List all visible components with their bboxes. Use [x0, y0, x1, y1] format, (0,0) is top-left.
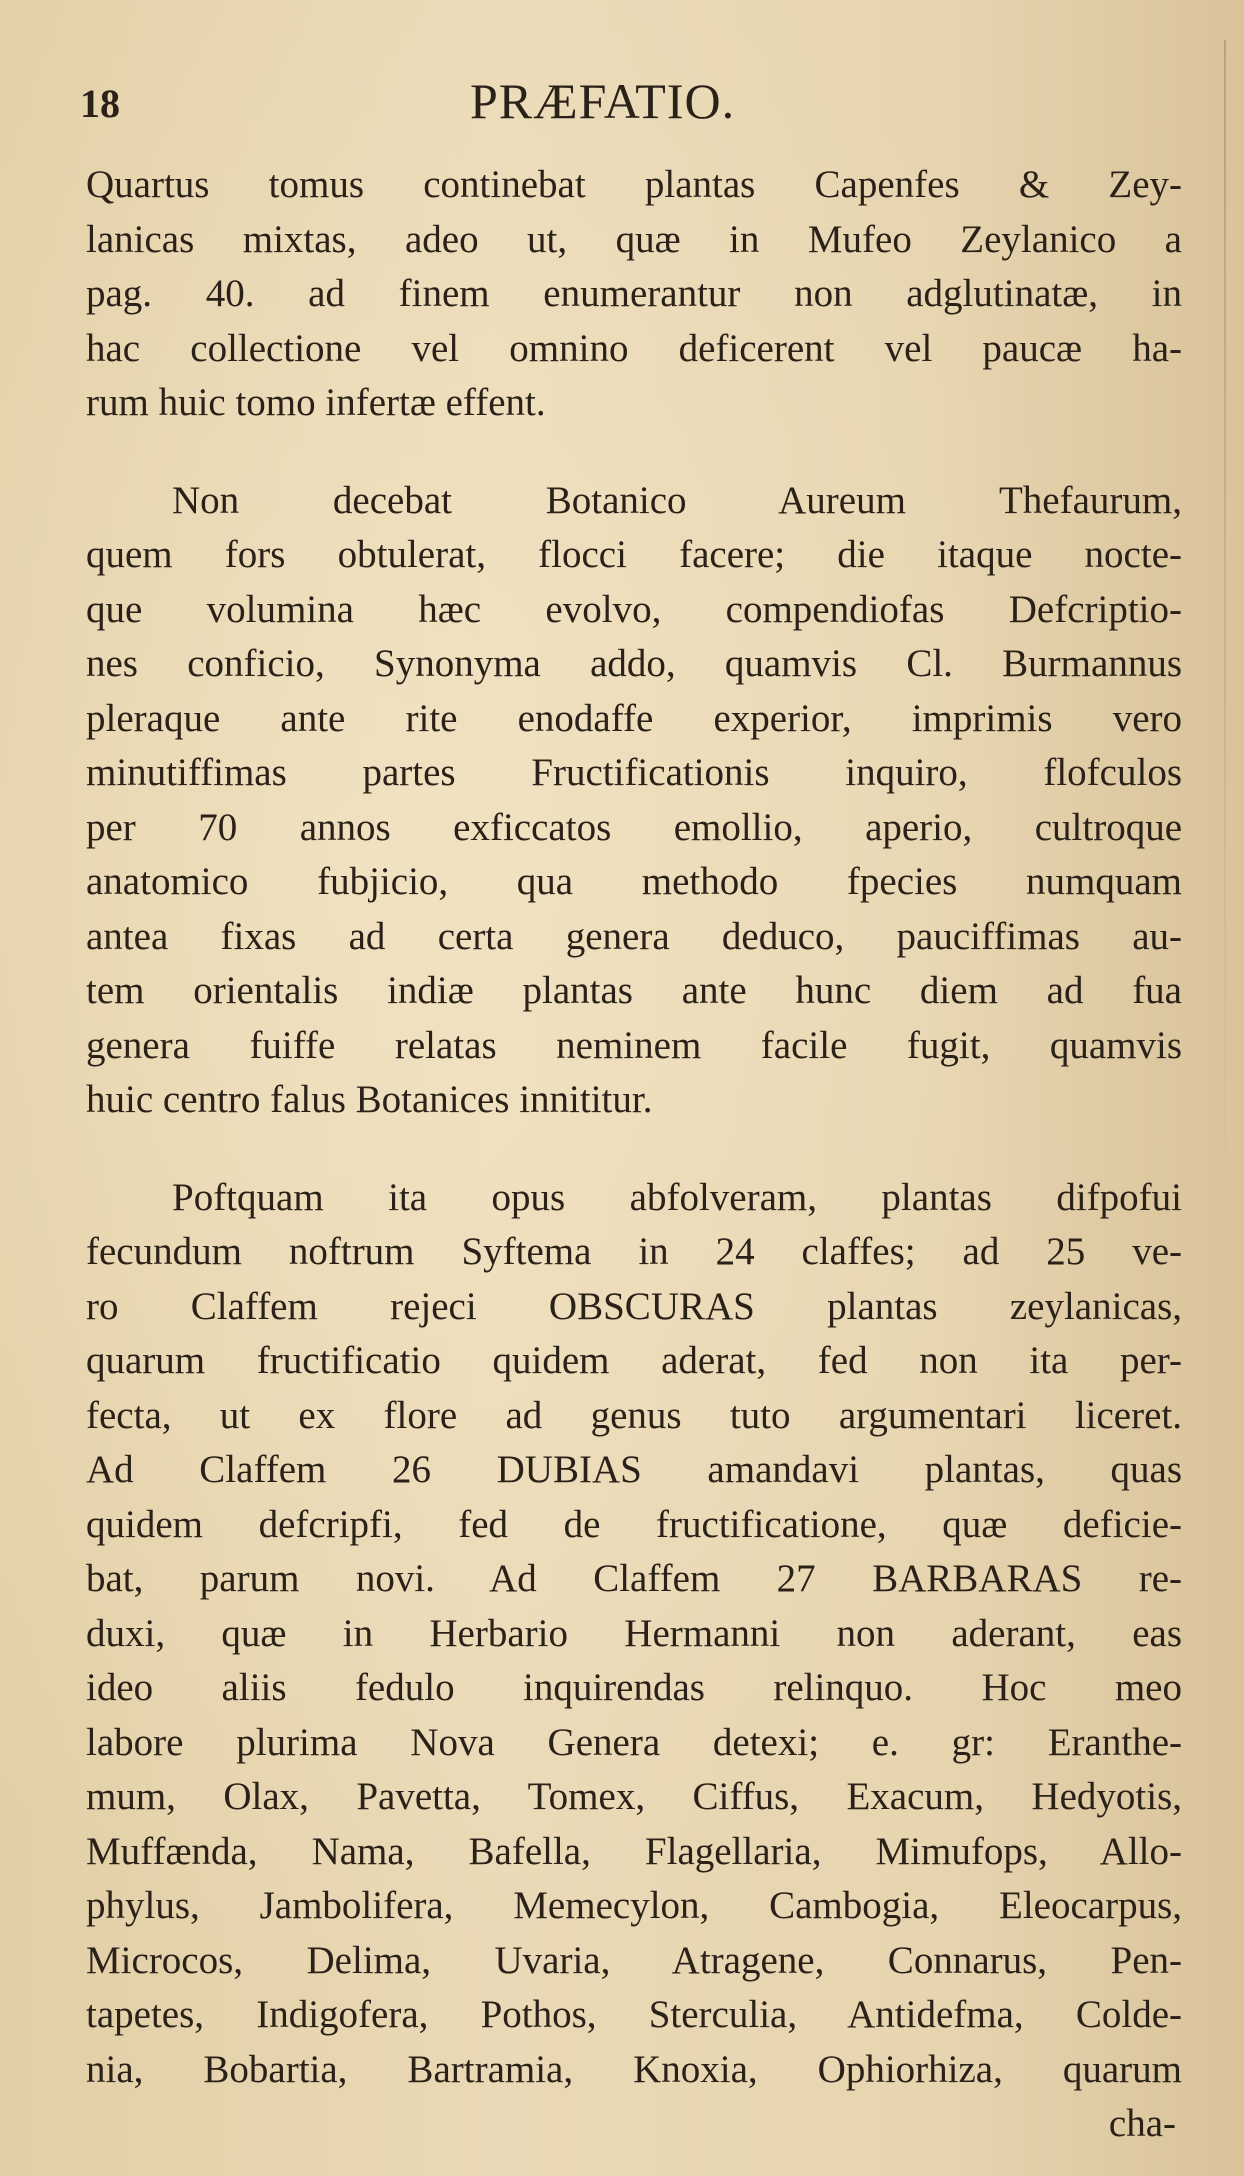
text-line: Ad Claffem 26 DUBIAS amandavi plantas, quas: [86, 1448, 1182, 1491]
text-line: nia, Bobartia, Bartramia, Knoxia, Ophiorhiza, quarum: [86, 2047, 1182, 2091]
text-line: anatomico fubjicio, qua methodo fpecies numquam: [86, 860, 1182, 903]
text-line: Quartus tomus continebat plantas Capenfes & Zey-: [86, 163, 1182, 206]
text-line: quarum fructificatio quidem aderat, fed non ita per-: [86, 1339, 1182, 1382]
text-line: antea fixas ad certa genera deduco, pauciffimas au-: [86, 914, 1182, 958]
text-line: Poftquam ita opus abfolveram, plantas difpofui: [172, 1175, 1182, 1219]
catchword: cha-: [1108, 2102, 1176, 2145]
text-line: phylus, Jambolifera, Memecylon, Cambogia, Eleocarpus,: [86, 1884, 1182, 1927]
text-line: minutiffimas partes Fructificationis inquiro, flofculos: [86, 751, 1182, 794]
text-line: ro Claffem rejeci OBSCURAS plantas zeylanicas,: [86, 1284, 1182, 1328]
text-line: fecta, ut ex flore ad genus tuto argumentari liceret.: [86, 1393, 1182, 1437]
text-line: tem orientalis indiæ plantas ante hunc diem ad fua: [86, 969, 1182, 1012]
page-header: [80, 72, 1190, 132]
text-line: Non decebat Botanico Aureum Thefaurum,: [172, 478, 1182, 522]
text-line: pleraque ante rite enodaffe experior, imprimis vero: [86, 696, 1182, 740]
paragraph-1: [86, 158, 1182, 431]
text-line: nes conficio, Synonyma addo, quamvis Cl. Burmannus: [86, 642, 1182, 685]
text-line: duxi, quæ in Herbario Hermanni non aderant, eas: [86, 1611, 1182, 1655]
paragraph-2: [86, 474, 1182, 1128]
text-line: quem fors obtulerat, flocci facere; die itaque nocte-: [86, 533, 1182, 576]
text-line: labore plurima Nova Genera detexi; e. gr: Eranthe-: [86, 1720, 1182, 1764]
page-edge-shadow: [1224, 40, 1226, 1240]
body-text: [86, 158, 1182, 2176]
text-line: huic centro falus Botanices innititur.: [86, 1078, 653, 1121]
text-line: rum huic tomo infertæ effent.: [86, 381, 546, 424]
text-line: per 70 annos exficcatos emollio, aperio, cultroque: [86, 805, 1182, 849]
running-title: PRÆFATIO.: [470, 73, 736, 129]
page-number: 18: [80, 81, 120, 126]
text-line: genera fuiffe relatas neminem facile fugit, quamvis: [86, 1023, 1182, 1067]
text-line: quidem defcripfi, fed de fructificatione, quæ deficie-: [86, 1502, 1182, 1546]
text-line: ideo aliis fedulo inquirendas relinquo. Hoc meo: [86, 1666, 1182, 1709]
text-line: Muffænda, Nama, Bafella, Flagellaria, Mimufops, Allo-: [86, 1829, 1182, 1873]
text-line: que volumina hæc evolvo, compendiofas Defcriptio-: [86, 587, 1182, 631]
text-line: mum, Olax, Pavetta, Tomex, Ciffus, Exacum, Hedyotis,: [86, 1775, 1182, 1818]
text-line: fecundum noftrum Syftema in 24 claffes; ad 25 ve-: [86, 1230, 1182, 1273]
text-line: lanicas mixtas, adeo ut, quæ in Mufeo Zeylanico a: [86, 217, 1182, 261]
text-line: Microcos, Delima, Uvaria, Atragene, Connarus, Pen-: [86, 1938, 1182, 1982]
paragraph-3: [86, 1171, 1182, 2152]
text-line: hac collectione vel omnino deficerent vel paucæ ha-: [86, 326, 1182, 370]
text-line: bat, parum novi. Ad Claffem 27 BARBARAS re-: [86, 1557, 1182, 1600]
text-line: tapetes, Indigofera, Pothos, Sterculia, Antidefma, Colde-: [86, 1993, 1182, 2036]
text-line: pag. 40. ad finem enumerantur non adglutinatæ, in: [86, 272, 1182, 315]
